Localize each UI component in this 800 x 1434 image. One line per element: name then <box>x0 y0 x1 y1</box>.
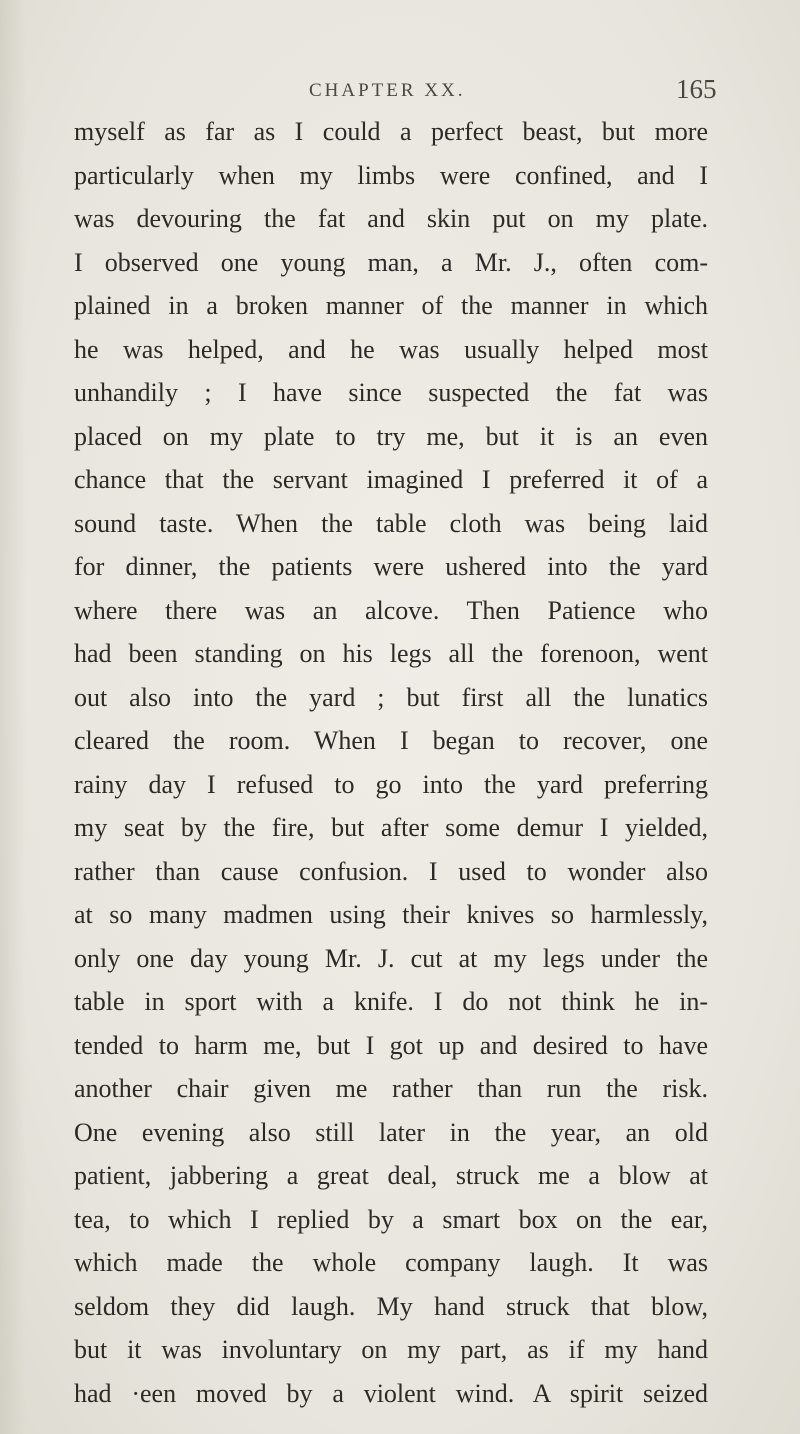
text-line: chance that the servant imagined I preferred it of a <box>74 465 708 494</box>
text-line: particularly when my limbs were confined, and I <box>74 160 708 190</box>
text-line: sound taste. When the table cloth was being laid <box>74 508 708 538</box>
text-line: which made the whole company laugh. It was <box>74 1248 708 1277</box>
text-line: patient, jabbering a great deal, struck me a blow at <box>74 1161 708 1190</box>
text-line: was devouring the fat and skin put on my plate. <box>74 204 708 233</box>
text-line: tended to harm me, but I got up and desired to have <box>74 1030 708 1060</box>
text-line: another chair given me rather than run the risk. <box>74 1074 708 1103</box>
text-line: tea, to which I replied by a smart box on the ear, <box>74 1204 708 1234</box>
text-line: rainy day I refused to go into the yard preferring <box>74 769 708 799</box>
text-line: for dinner, the patients were ushered into the yard <box>74 552 708 581</box>
text-line: rather than cause confusion. I used to wonder also <box>74 856 708 886</box>
text-line: seldom they did laugh. My hand struck that blow, <box>74 1291 708 1321</box>
page-number: 165 <box>676 74 717 104</box>
text-line: One evening also still later in the year, an old <box>74 1117 708 1147</box>
text-line: at so many madmen using their knives so harmlessly, <box>74 900 708 929</box>
body-text <box>74 110 708 1415</box>
running-head: CHAPTER XX. <box>309 80 466 101</box>
text-line: unhandily ; I have since suspected the fat was <box>74 378 708 407</box>
text-line: but it was involuntary on my part, as if my hand <box>74 1335 708 1364</box>
text-line: plained in a broken manner of the manner in which <box>74 291 708 320</box>
text-line: I observed one young man, a Mr. J., often com- <box>74 247 708 277</box>
text-line: out also into the yard ; but first all the lunatics <box>74 682 708 712</box>
text-line: only one day young Mr. J. cut at my legs under the <box>74 943 708 973</box>
text-line: table in sport with a knife. I do not think he in- <box>74 987 708 1016</box>
text-line: he was helped, and he was usually helped most <box>74 334 708 364</box>
text-line: myself as far as I could a perfect beast, but more <box>74 117 708 146</box>
text-line: where there was an alcove. Then Patience who <box>74 595 708 625</box>
text-line: cleared the room. When I began to recover, one <box>74 726 708 755</box>
text-line: had ·een moved by a violent wind. A spirit seized <box>74 1378 708 1408</box>
text-line: my seat by the fire, but after some demur I yielded, <box>74 813 708 842</box>
text-line: had been standing on his legs all the forenoon, went <box>74 639 708 668</box>
text-line: placed on my plate to try me, but it is an even <box>74 421 708 451</box>
